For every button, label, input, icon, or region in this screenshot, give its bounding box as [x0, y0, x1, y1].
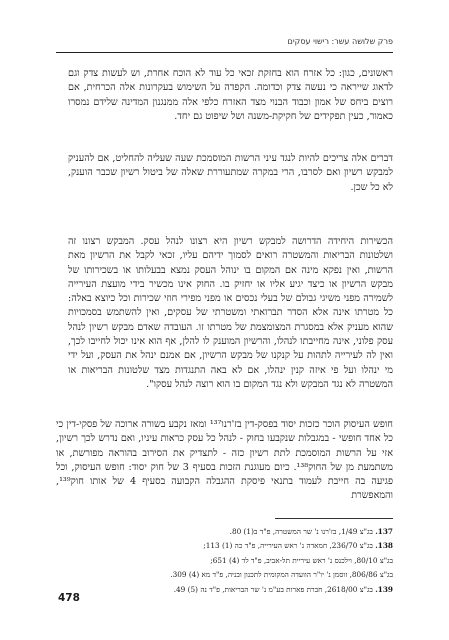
footnote-138-cont-1: [56, 554, 393, 568]
footnote-137: [56, 525, 393, 539]
footnote-139: [56, 583, 393, 597]
footnote-number: 137.: [375, 527, 393, 536]
footnote-number: 139.: [375, 584, 393, 594]
footnote-138: [56, 539, 393, 553]
footnote-separator: [275, 518, 393, 519]
page-number: 478: [58, 592, 80, 604]
footnote-text: בג"צ 1/49, בז'רנו נ' שר המשטרה, פ"ד ב(1) 80.: [229, 527, 373, 536]
footnote-text: בג"צ 806/86, זוסמן נ' יו"ר הוועדה המקומית לתכנון ובניה, פ"ד מא (4) 309.: [170, 570, 393, 580]
main-paragraph: חופש העיסוק הוכר כזכות יסוד בפסק-דין בז'רנו¹³⁷ ומאז נקבע בשורה ארוכה של פסקי-דין כי כל אחד חופשי - במגבלות שנקבעו בחוק - לנהל כל עסק כראות עיניו, ואם נדרש לכך רשיון, אזי על הרשות המוסמכת לתת רשיון כזה - לתצדיק את הסירוב בהוראה מפורשת, או משתמעת מן של החוק¹³⁸. כיום מעוגנת הזכות בסעיף 3 של חוק יסוד: חופש העיסוק, וכל פגיעה בה חייבת לעמוד בתנאי פיסקת ההגבלה הקבועה בסעיף 4 של אותו חוק¹³⁹, והמאפשרת: [56, 419, 393, 502]
footnote-138-cont-2: [56, 568, 393, 582]
footnote-text: בג"צ 236/70, חמאדה נ' ראש העירייה, פ"ד כה (1) 113;: [203, 541, 373, 551]
quote-paragraph-1: ראשונים, כגון: כל אזרח הוא בחזקת זכאי כל עוד לא הוכח אחרת, וש לעשות צדק וגם לדאוג שייראה כי נעשה צדק וכדומה. הקפדה על השימוש בעקרונות אלה הכרחית, אם רוצים ביחס של אמון וכבוד הבנוי מצד האזרח כלפי אלה ממנגנון המדינה שלידם נמסרו כאמור, כעין תפקידים של חקיקת-משנה ושל שיפוט גם יחד.: [68, 68, 393, 122]
running-head: פרק שלושה עשר: רישוי עסקים: [287, 37, 393, 46]
footnotes: [56, 525, 393, 597]
header-rule: [56, 52, 393, 53]
footnote-text: בג"צ 80/10, וילכנס נ' ראש עיריית תל-אביב, פ"ד לד (4) 651;: [210, 555, 393, 565]
quote-paragraph-3: הכשירות היחידה הדרושה למבקש רשיון היא רצונו לנהל עסק. המבקש רצונו זה ושלטונות הבריאות והמשטרה רואים לסמוך ידיהם עליו, זכאי לקבל את הרשיון מאת הרשות, ואין נפקא מינה אם המקום בו ינוהל העסק נמצא בבעלותו או בשכירותו של מבקש הרשיון או כיצד יגיע אליו או יחזיק בו. החוק אינו מכשיר בידי מועצת העירייה לשמירה מפני משיגי גבולם של בעלי נכסים או מפני מפירי חוזי שכירות וכל כיוצא באלה: כל מטרתו אינה אלא הסדר תברואתי ומשטרתי של עסקים, ואין להשתמש בסמכויות שהוא מעניק אלא במסגרת המצומצמת של מטרתו זו. העובדה שאדם מבקש רשיון לנהל עסק פלוני, אינה מחייבתו לנהלו, והרשיון המוענק לו להלן, אף הוא אינו יכול לחייבו לכך, ואין לה לעירייה לתהות על קנקנו של מבקש הרשיון, אם אמנם ינהל את העסק, ועל ידי מי ינהלו ועל פי איזה קנין ינהלו, אם לא באה התנגדות מצד שלטונות הבריאות או המשטרה לא נגד המבקש ולא נגד המקום בו הוא רוצה לנהל עסקו".: [68, 236, 393, 390]
footnote-text: בג"צ 2618/00, חברת פארות בע"מ נ' שר הבריאות, פ"ד נה (5) 49.: [173, 584, 373, 594]
footnote-number: 138.: [375, 541, 393, 551]
quote-paragraph-2: דברים אלה צריכים להיות לנגד עיני הרשות המוסמכת שעה שעליה להחליט, אם להעניק למבקש רשיון ואם לסרבו, הרי במקרה שמתעוררת שאלה של ביטול רשיון שכבר הוענק, לא כל שכן.: [68, 153, 393, 193]
